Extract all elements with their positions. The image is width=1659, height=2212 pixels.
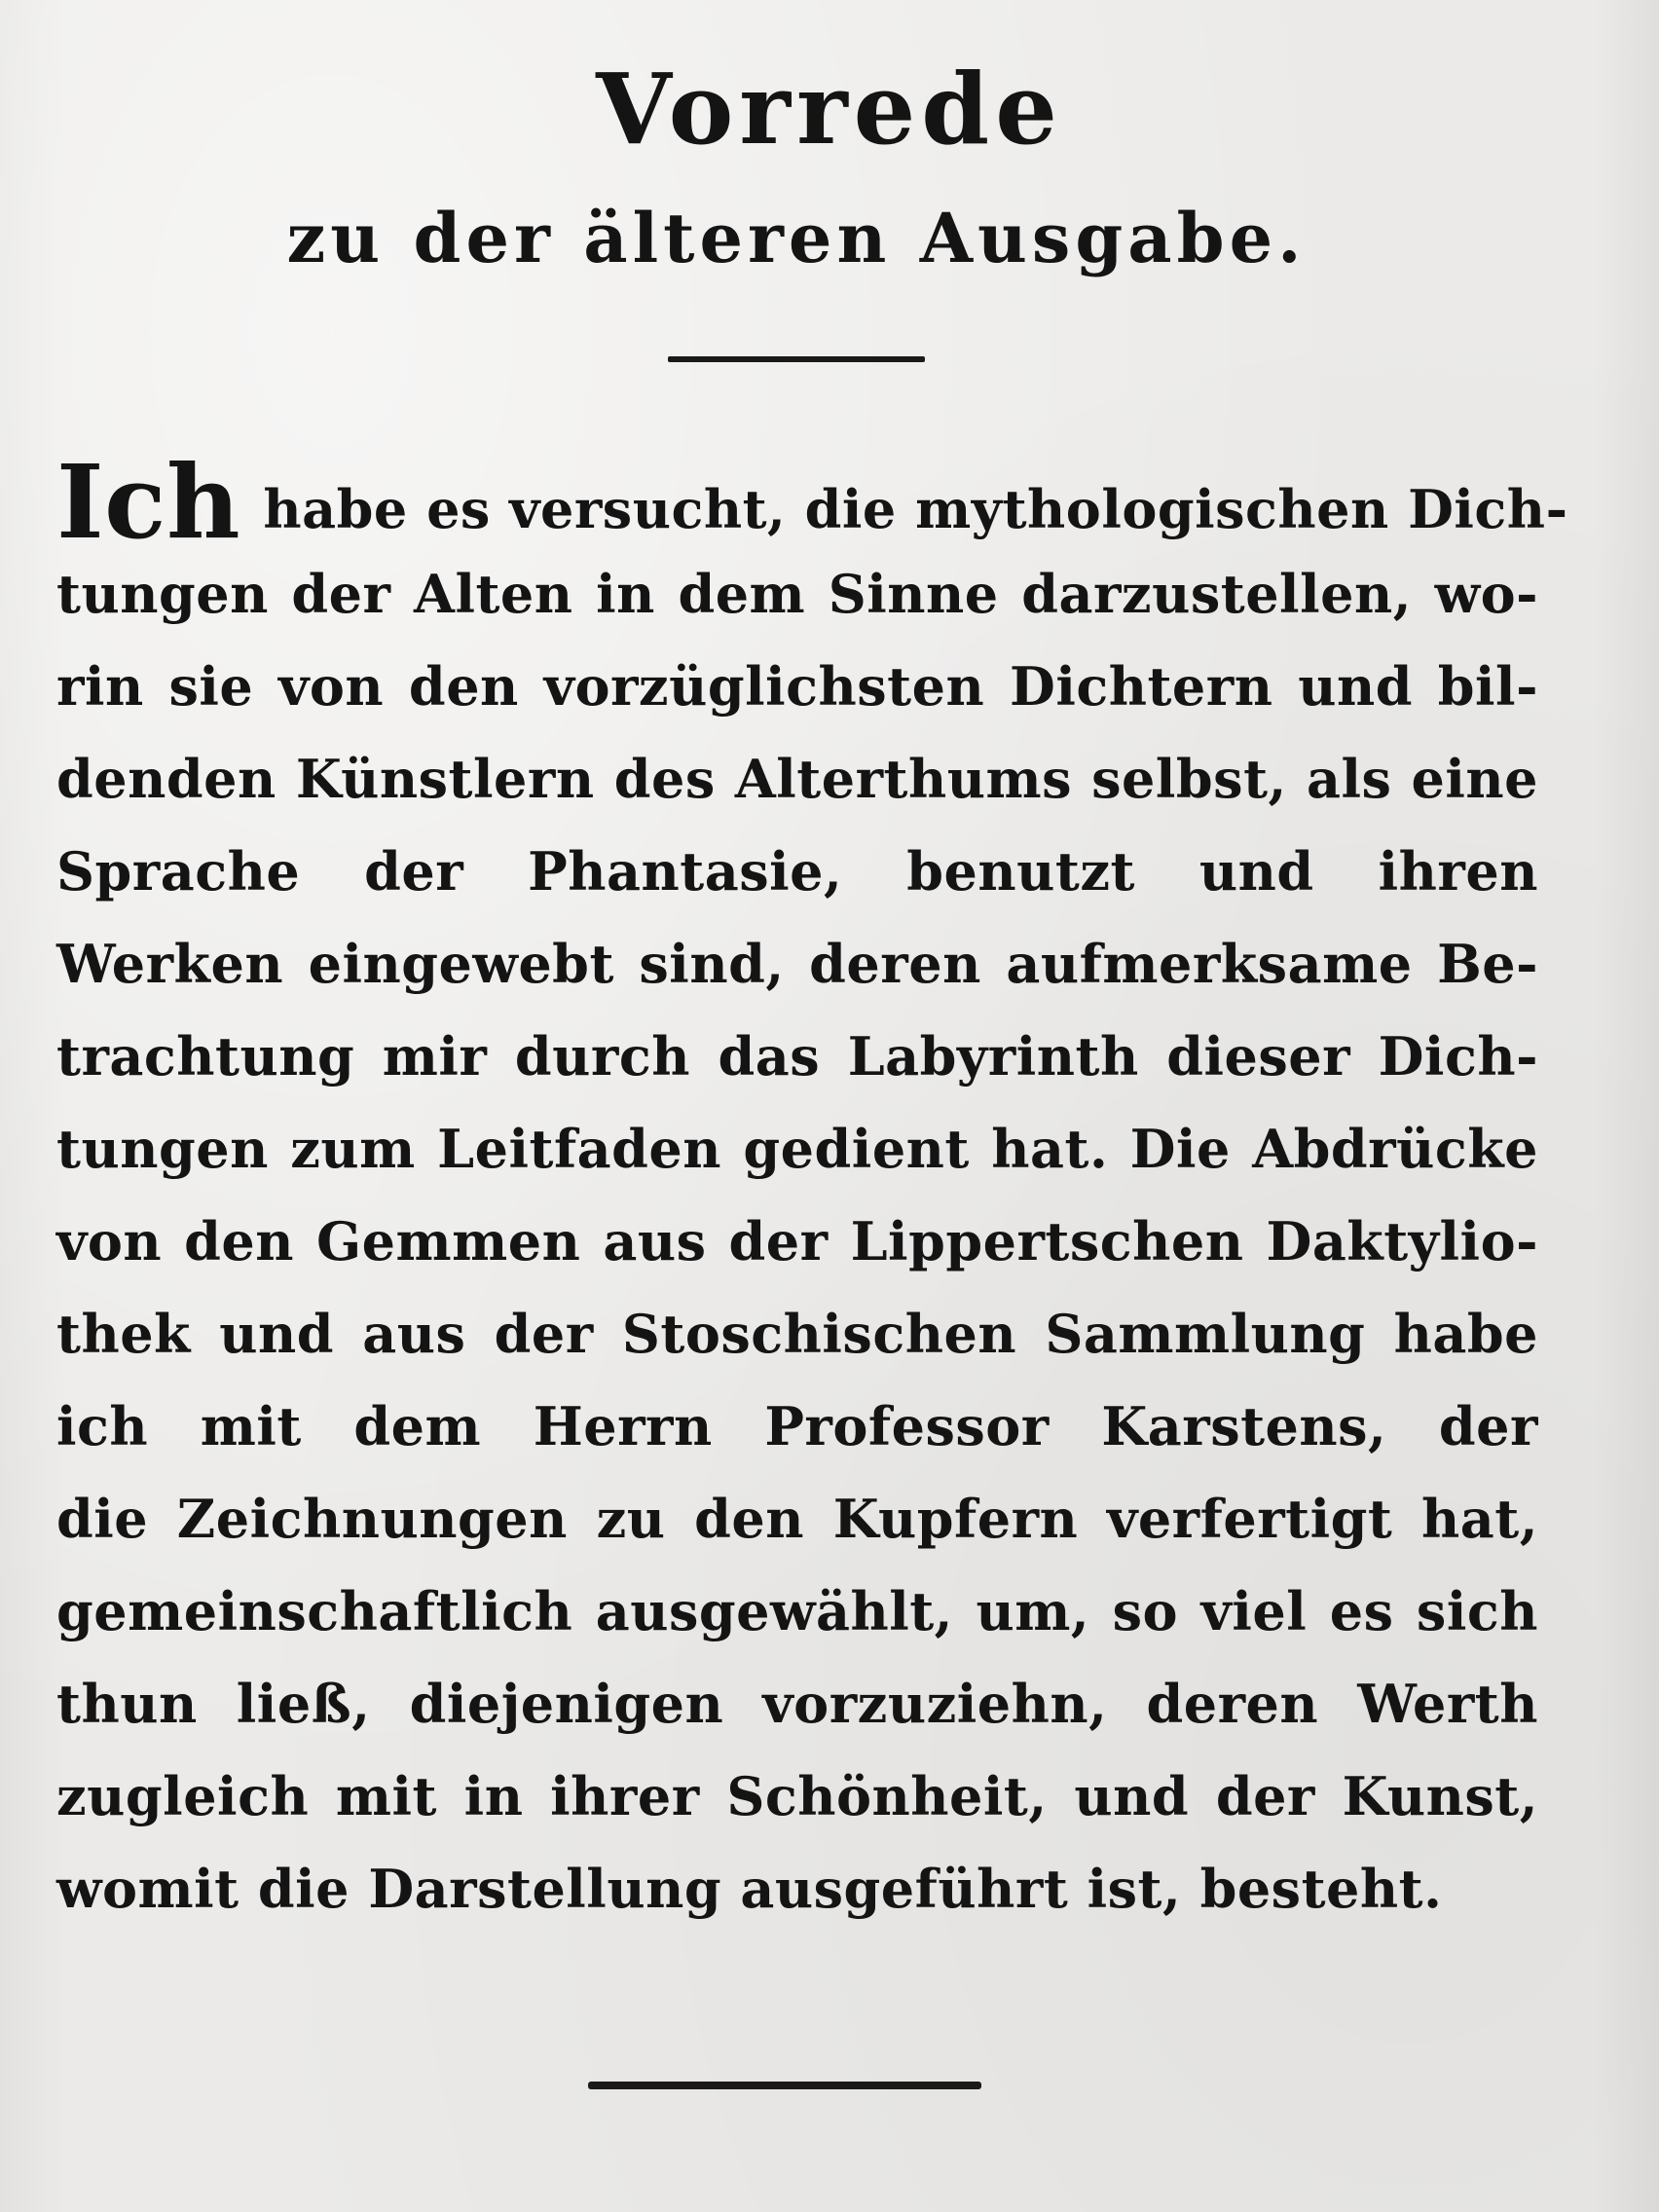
paragraph-line: die Zeichnungen zu den Kupfern verfertigt hat, bbox=[56, 1488, 1538, 1550]
paragraph-line: von den Gemmen aus der Lippertschen Daktylio- bbox=[56, 1210, 1538, 1272]
paragraph-line: Sprache der Phantasie, benutzt und ihren bbox=[56, 840, 1538, 903]
page-subtitle: zu der älteren Ausgabe. bbox=[286, 198, 1307, 278]
paragraph-line: Ich habe es versucht, die mythologischen Dich- bbox=[56, 442, 1568, 562]
paragraph-line: thek und aus der Stoschischen Sammlung habe bbox=[56, 1303, 1538, 1365]
page-title: Vorrede bbox=[596, 52, 1063, 166]
paragraph-line: denden Künstlern des Alterthums selbst, als eine bbox=[56, 748, 1538, 810]
paragraph-line: ich mit dem Herrn Professor Karstens, der bbox=[56, 1395, 1538, 1457]
initial-word: Ich bbox=[56, 442, 241, 562]
paragraph-line: tungen der Alten in dem Sinne darzustellen, wo- bbox=[56, 563, 1538, 625]
top-divider bbox=[668, 356, 925, 362]
preface-paragraph bbox=[56, 442, 1568, 1936]
bottom-divider bbox=[588, 2082, 981, 2089]
paragraph-line: zugleich mit in ihrer Schönheit, und der Kunst, bbox=[56, 1765, 1538, 1827]
paragraph-line: tungen zum Leitfaden gedient hat. Die Abdrücke bbox=[56, 1118, 1538, 1180]
paragraph-line: trachtung mir durch das Labyrinth dieser Dich- bbox=[56, 1025, 1538, 1088]
paragraph-line: rin sie von den vorzüglichsten Dichtern und bil- bbox=[56, 655, 1538, 718]
paragraph-line: gemeinschaftlich ausgewählt, um, so viel es sich bbox=[56, 1580, 1538, 1642]
paragraph-line: thun ließ, diejenigen vorzuziehn, deren Werth bbox=[56, 1673, 1538, 1735]
paragraph-line: womit die Darstellung ausgeführt ist, besteht. bbox=[56, 1858, 1443, 1920]
paragraph-line: Werken eingewebt sind, deren aufmerksame Be- bbox=[56, 933, 1538, 995]
